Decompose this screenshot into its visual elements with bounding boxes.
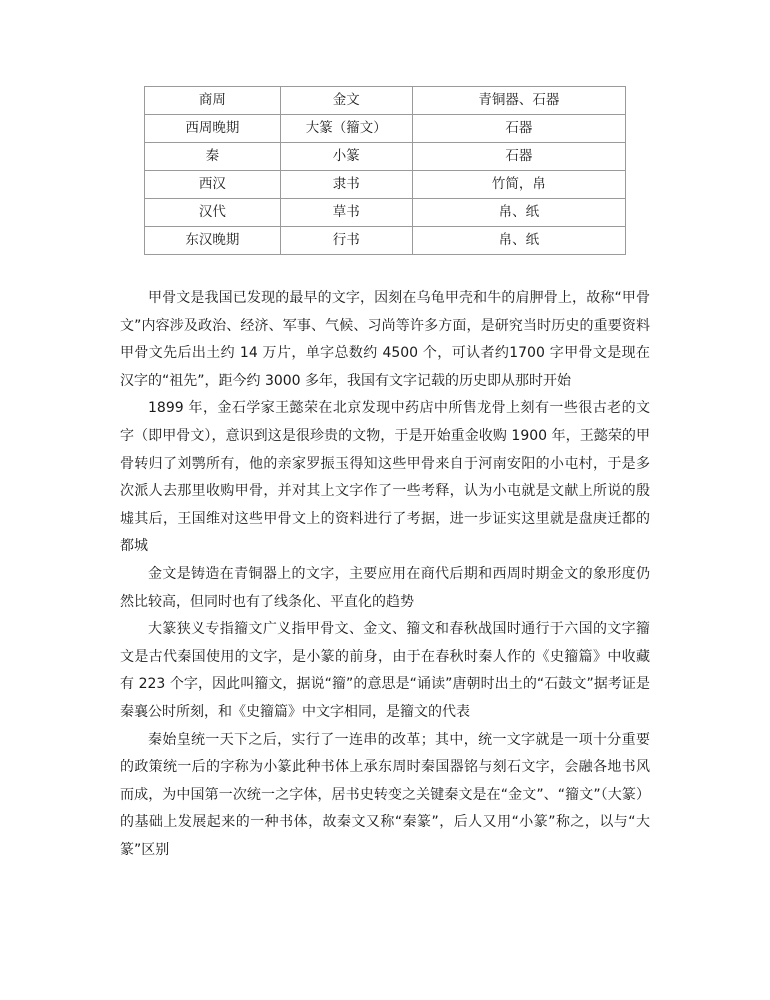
table-cell-era: 商周 — [145, 87, 281, 115]
table-cell-script: 金文 — [280, 87, 412, 115]
table-cell-script: 行书 — [280, 227, 412, 255]
table-cell-script: 隶书 — [280, 171, 412, 199]
table-cell-medium: 青铜器、石器 — [412, 87, 625, 115]
table-cell-script: 大篆（籀文） — [280, 115, 412, 143]
paragraph-small-seal: 秦始皇统一天下之后，实行了一连串的改革；其中，统一文字就是一项十分重要的政策统一后的字称为小篆此种书体上承东周时秦国器铭与刻石文字，会融各地书风而成，为中国第一次统一之字体，居书史转变之关键秦文是在“金文”、“籀文”（大篆）的基础上发展起来的一种书体，故秦文又称“秦篆”，后人又用“小篆”称之，以与“大篆”区别 — [120, 731, 650, 858]
body-text — [120, 285, 650, 864]
table-cell-era: 东汉晚期 — [145, 227, 281, 255]
table-cell-medium: 竹简，帛 — [412, 171, 625, 199]
table-cell-script: 小篆 — [280, 143, 412, 171]
table-cell-era: 西周晚期 — [145, 115, 281, 143]
table-row — [145, 87, 626, 115]
table-cell-era: 西汉 — [145, 171, 281, 199]
table-cell-medium: 帛、纸 — [412, 199, 625, 227]
table-row — [145, 143, 626, 171]
paragraph-bronze-script: 金文是铸造在青铜器上的文字，主要应用在商代后期和西周时期金文的象形度仍然比较高，但同时也有了线条化、平直化的趋势 — [120, 565, 650, 610]
script-history-table — [144, 86, 626, 255]
table-row — [145, 227, 626, 255]
table-cell-medium: 帛、纸 — [412, 227, 625, 255]
table-row — [145, 199, 626, 227]
table-row — [145, 171, 626, 199]
paragraph-great-seal: 大篆狭义专指籀文广义指甲骨文、金文、籀文和春秋战国时通行于六国的文字籀文是古代秦国使用的文字，是小篆的前身，由于在春秋时秦人作的《史籀篇》中收藏有 223 个字，因此叫籀文，据说“籀”的意思是“诵读”唐朝时出土的“石鼓文”据考证是秦襄公时所刻，和《史籀篇》中文字相同，是籀文的代表 — [120, 621, 650, 720]
paragraph-oracle-bone: 甲骨文是我国已发现的最早的文字，因刻在乌龟甲壳和牛的肩胛骨上，故称“甲骨文”内容涉及政治、经济、军事、气候、习尚等许多方面，是研究当时历史的重要资料甲骨文先后出土约 14 万片，单字总数约 4500 个，可认者约1700 字甲骨文是现在汉字的“祖先”，距今约 3000 多年，我国有文字记载的历史即从那时开始 — [120, 290, 650, 389]
table-row — [145, 115, 626, 143]
table-cell-script: 草书 — [280, 199, 412, 227]
table-cell-era: 秦 — [145, 143, 281, 171]
table-cell-medium: 石器 — [412, 115, 625, 143]
table-cell-era: 汉代 — [145, 199, 281, 227]
paragraph-discovery: 1899 年，金石学家王懿荣在北京发现中药店中所售龙骨上刻有一些很古老的文字（即甲骨文），意识到这是很珍贵的文物，于是开始重金收购 1900 年，王懿荣的甲骨转归了刘鹗所有，他的亲家罗振玉得知这些甲骨来自于河南安阳的小屯村，于是多次派人去那里收购甲骨，并对其上文字作了一些考释，认为小屯就是文献上所说的殷墟其后，王国维对这些甲骨文上的资料进行了考据，进一步证实这里就是盘庚迁都的都城 — [120, 400, 650, 555]
table-cell-medium: 石器 — [412, 143, 625, 171]
